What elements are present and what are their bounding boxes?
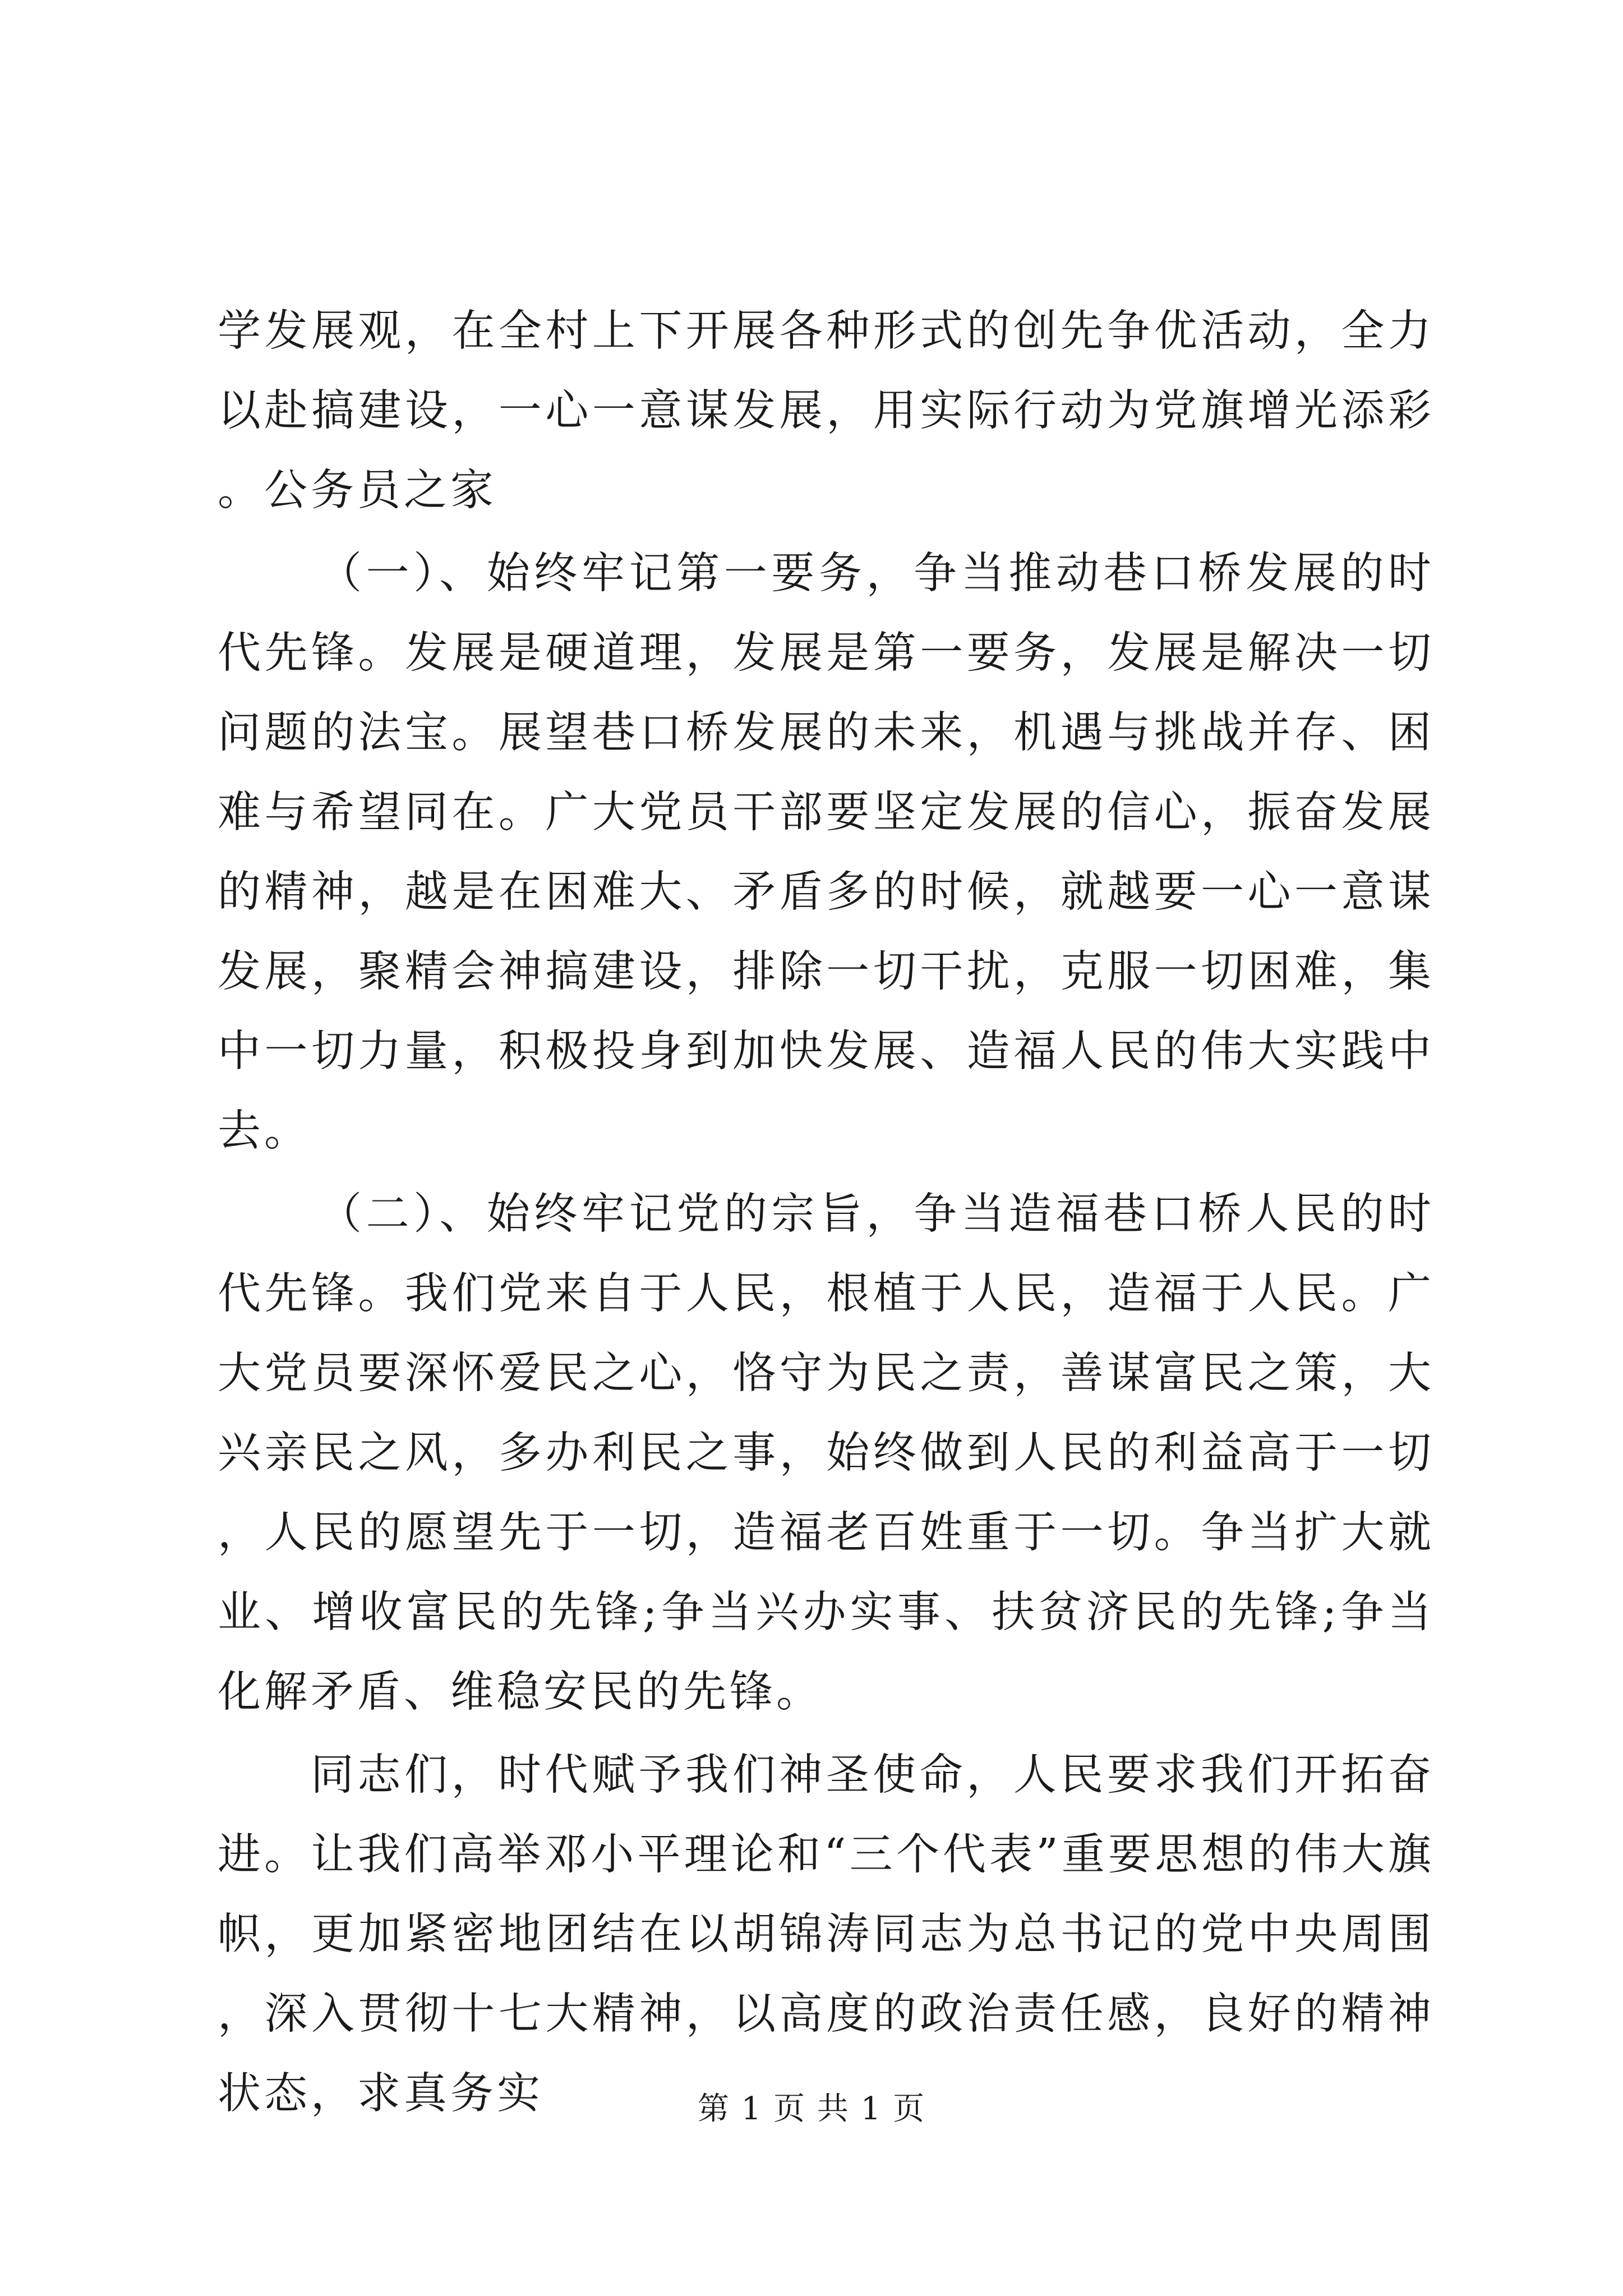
document-body [218, 292, 1435, 2134]
paragraph-section-two: （二）、始终牢记党的宗旨，争当造福巷口桥人民的时代先锋。我们党来自于人民，根植于人民，造福于人民。广大党员要深怀爱民之心，恪守为民之责，善谋富民之策，大兴亲民之风，多办利民之事，始终做到人民的利益高于一切，人民的愿望先于一切，造福老百姓重于一切。争当扩大就业、增收富民的先锋;争当兴办实事、扶贫济民的先锋;争当化解矛盾、维稳安民的先锋。 [218, 1189, 1435, 1717]
page-number-footer: 第 1 页 共 1 页 [697, 2091, 926, 2127]
paragraph-continuation: 学发展观，在全村上下开展各种形式的创先争优活动，全力以赴搞建设，一心一意谋发展，用实际行动为党旗增光添彩。公务员之家 [218, 306, 1435, 516]
paragraph-section-one: （一）、始终牢记第一要务，争当推动巷口桥发展的时代先锋。发展是硬道理，发展是第一要务，发展是解决一切问题的法宝。展望巷口桥发展的未来，机遇与挑战并存、困难与希望同在。广大党员干部要坚定发展的信心，振奋发展的精神，越是在困难大、矛盾多的时候，就越要一心一意谋发展，聚精会神搞建设，排除一切干扰，克服一切困难，集中一切力量，积极投身到加快发展、造福人民的伟大实践中去。 [218, 549, 1435, 1156]
paragraph-closing: 同志们，时代赋予我们神圣使命，人民要求我们开拓奋进。让我们高举邓小平理论和“三个代表”重要思想的伟大旗帜，更加紧密地团结在以胡锦涛同志为总书记的党中央周围，深入贯彻十七大精神，以高度的政治责任感，良好的精神状态，求真务实 [218, 1750, 1435, 2119]
